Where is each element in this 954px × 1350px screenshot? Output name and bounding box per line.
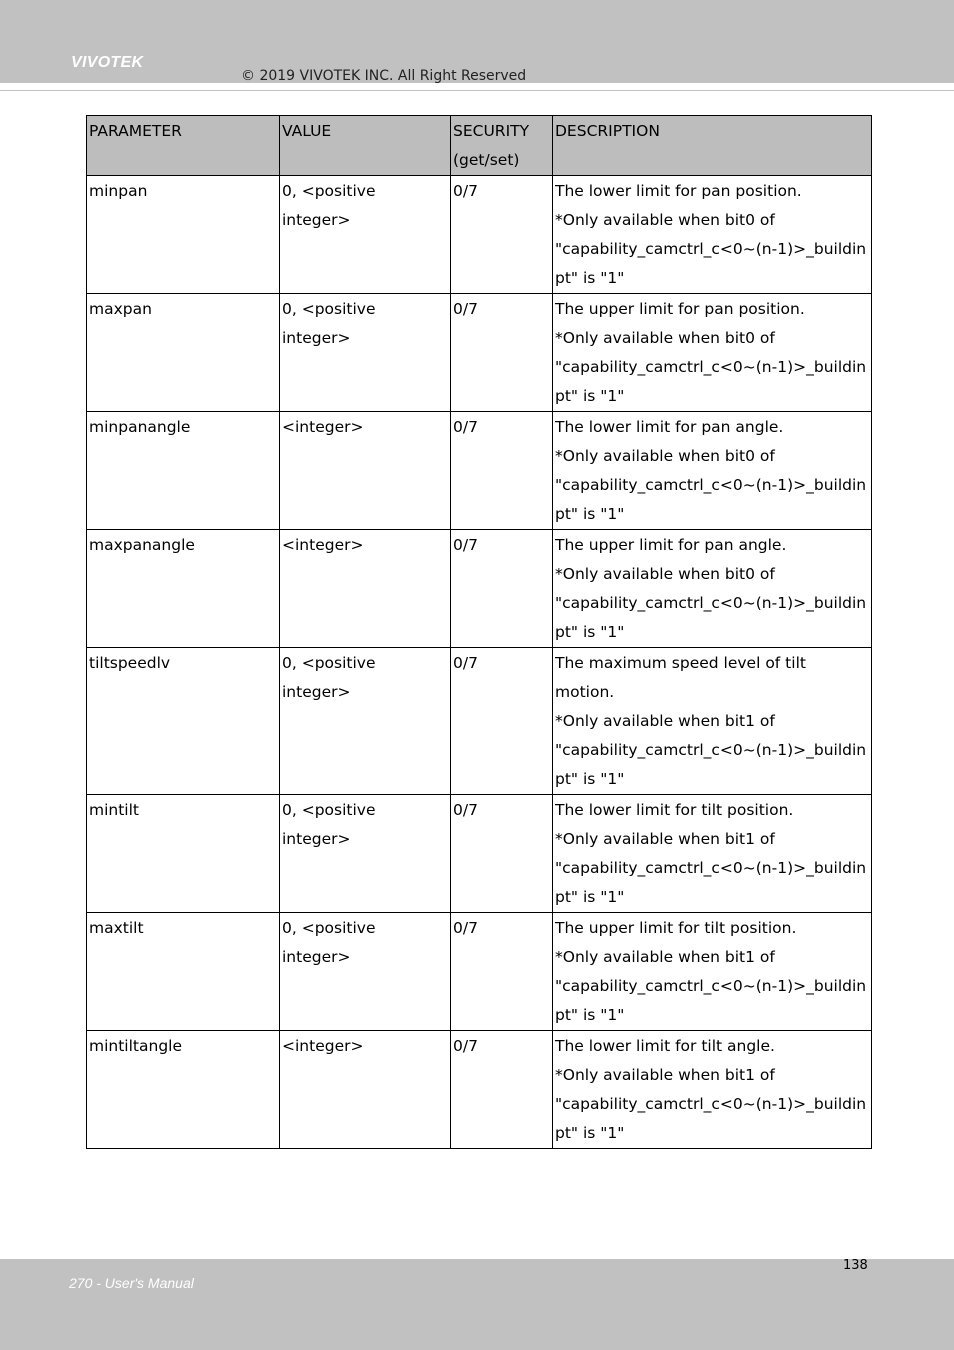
description-line: "capability_camctrl_c<0~(n-1)>_buildin xyxy=(555,859,867,877)
column-header-security-line2: (get/set) xyxy=(453,151,520,169)
page-footer xyxy=(0,1259,954,1350)
description-line: The lower limit for tilt position. xyxy=(555,801,794,819)
parameter-cell: mintilt xyxy=(87,795,280,913)
parameter-cell: maxtilt xyxy=(87,913,280,1031)
security-cell: 0/7 xyxy=(451,913,553,1031)
description-line: "capability_camctrl_c<0~(n-1)>_buildin xyxy=(555,977,867,995)
table-row xyxy=(87,530,872,648)
description-line: pt" is "1" xyxy=(555,623,625,641)
table-row xyxy=(87,1031,872,1149)
description-line: The upper limit for pan position. xyxy=(555,300,805,318)
description-cell xyxy=(553,648,872,795)
description-cell xyxy=(553,294,872,412)
parameter-cell: minpan xyxy=(87,176,280,294)
table-row xyxy=(87,294,872,412)
value-cell: 0, <positive integer> xyxy=(280,176,451,294)
brand-logo-text: VIVOTEK xyxy=(71,54,144,71)
description-cell xyxy=(553,1031,872,1149)
description-cell xyxy=(553,176,872,294)
column-header-security xyxy=(451,116,553,176)
table-row xyxy=(87,648,872,795)
table-row xyxy=(87,913,872,1031)
value-cell: 0, <positive integer> xyxy=(280,294,451,412)
description-line: The upper limit for pan angle. xyxy=(555,536,787,554)
description-line: *Only available when bit0 of xyxy=(555,211,775,229)
description-line: pt" is "1" xyxy=(555,770,625,788)
parameter-cell: maxpan xyxy=(87,294,280,412)
value-cell: <integer> xyxy=(280,530,451,648)
description-line: The lower limit for pan angle. xyxy=(555,418,784,436)
description-line: *Only available when bit1 of xyxy=(555,830,775,848)
description-line: *Only available when bit0 of xyxy=(555,565,775,583)
description-line: The upper limit for tilt position. xyxy=(555,919,797,937)
description-line: The lower limit for pan position. xyxy=(555,182,802,200)
description-line: pt" is "1" xyxy=(555,1006,625,1024)
table-row xyxy=(87,176,872,294)
description-cell xyxy=(553,913,872,1031)
value-cell: 0, <positive integer> xyxy=(280,795,451,913)
value-cell: 0, <positive integer> xyxy=(280,913,451,1031)
description-line: "capability_camctrl_c<0~(n-1)>_buildin xyxy=(555,1095,867,1113)
description-line: "capability_camctrl_c<0~(n-1)>_buildin xyxy=(555,358,867,376)
parameter-cell: maxpanangle xyxy=(87,530,280,648)
parameter-cell: minpanangle xyxy=(87,412,280,530)
description-line: The maximum speed level of tilt xyxy=(555,654,806,672)
copyright-notice: © 2019 VIVOTEK INC. All Right Reserved xyxy=(241,68,527,84)
description-line: *Only available when bit1 of xyxy=(555,712,775,730)
security-cell: 0/7 xyxy=(451,412,553,530)
security-cell: 0/7 xyxy=(451,176,553,294)
description-line: "capability_camctrl_c<0~(n-1)>_buildin xyxy=(555,741,867,759)
parameter-cell: mintiltangle xyxy=(87,1031,280,1149)
description-cell xyxy=(553,530,872,648)
security-cell: 0/7 xyxy=(451,530,553,648)
column-header-security-line1: SECURITY xyxy=(453,122,530,140)
header-divider xyxy=(0,90,954,91)
table-header-row xyxy=(87,116,872,176)
description-line: *Only available when bit0 of xyxy=(555,329,775,347)
security-cell: 0/7 xyxy=(451,294,553,412)
description-line: "capability_camctrl_c<0~(n-1)>_buildin xyxy=(555,240,867,258)
description-line: "capability_camctrl_c<0~(n-1)>_buildin xyxy=(555,476,867,494)
description-line: The lower limit for tilt angle. xyxy=(555,1037,775,1055)
security-cell: 0/7 xyxy=(451,648,553,795)
column-header-value: VALUE xyxy=(280,116,451,176)
description-line: *Only available when bit0 of xyxy=(555,447,775,465)
description-line: pt" is "1" xyxy=(555,888,625,906)
description-line: pt" is "1" xyxy=(555,505,625,523)
value-cell: 0, <positive integer> xyxy=(280,648,451,795)
description-line: "capability_camctrl_c<0~(n-1)>_buildin xyxy=(555,594,867,612)
table-row xyxy=(87,795,872,913)
value-cell: <integer> xyxy=(280,1031,451,1149)
description-line: pt" is "1" xyxy=(555,387,625,405)
table-row xyxy=(87,412,872,530)
column-header-description: DESCRIPTION xyxy=(553,116,872,176)
security-cell: 0/7 xyxy=(451,795,553,913)
parameter-table xyxy=(86,115,872,1149)
column-header-parameter: PARAMETER xyxy=(87,116,280,176)
security-cell: 0/7 xyxy=(451,1031,553,1149)
table-body xyxy=(87,176,872,1149)
description-cell xyxy=(553,412,872,530)
description-line: pt" is "1" xyxy=(555,269,625,287)
value-cell: <integer> xyxy=(280,412,451,530)
description-line: motion. xyxy=(555,683,615,701)
manual-page-label: 270 - User's Manual xyxy=(69,1275,194,1291)
page-number: 138 xyxy=(843,1258,868,1273)
description-line: pt" is "1" xyxy=(555,1124,625,1142)
description-line: *Only available when bit1 of xyxy=(555,1066,775,1084)
description-cell xyxy=(553,795,872,913)
description-line: *Only available when bit1 of xyxy=(555,948,775,966)
parameter-cell: tiltspeedlv xyxy=(87,648,280,795)
